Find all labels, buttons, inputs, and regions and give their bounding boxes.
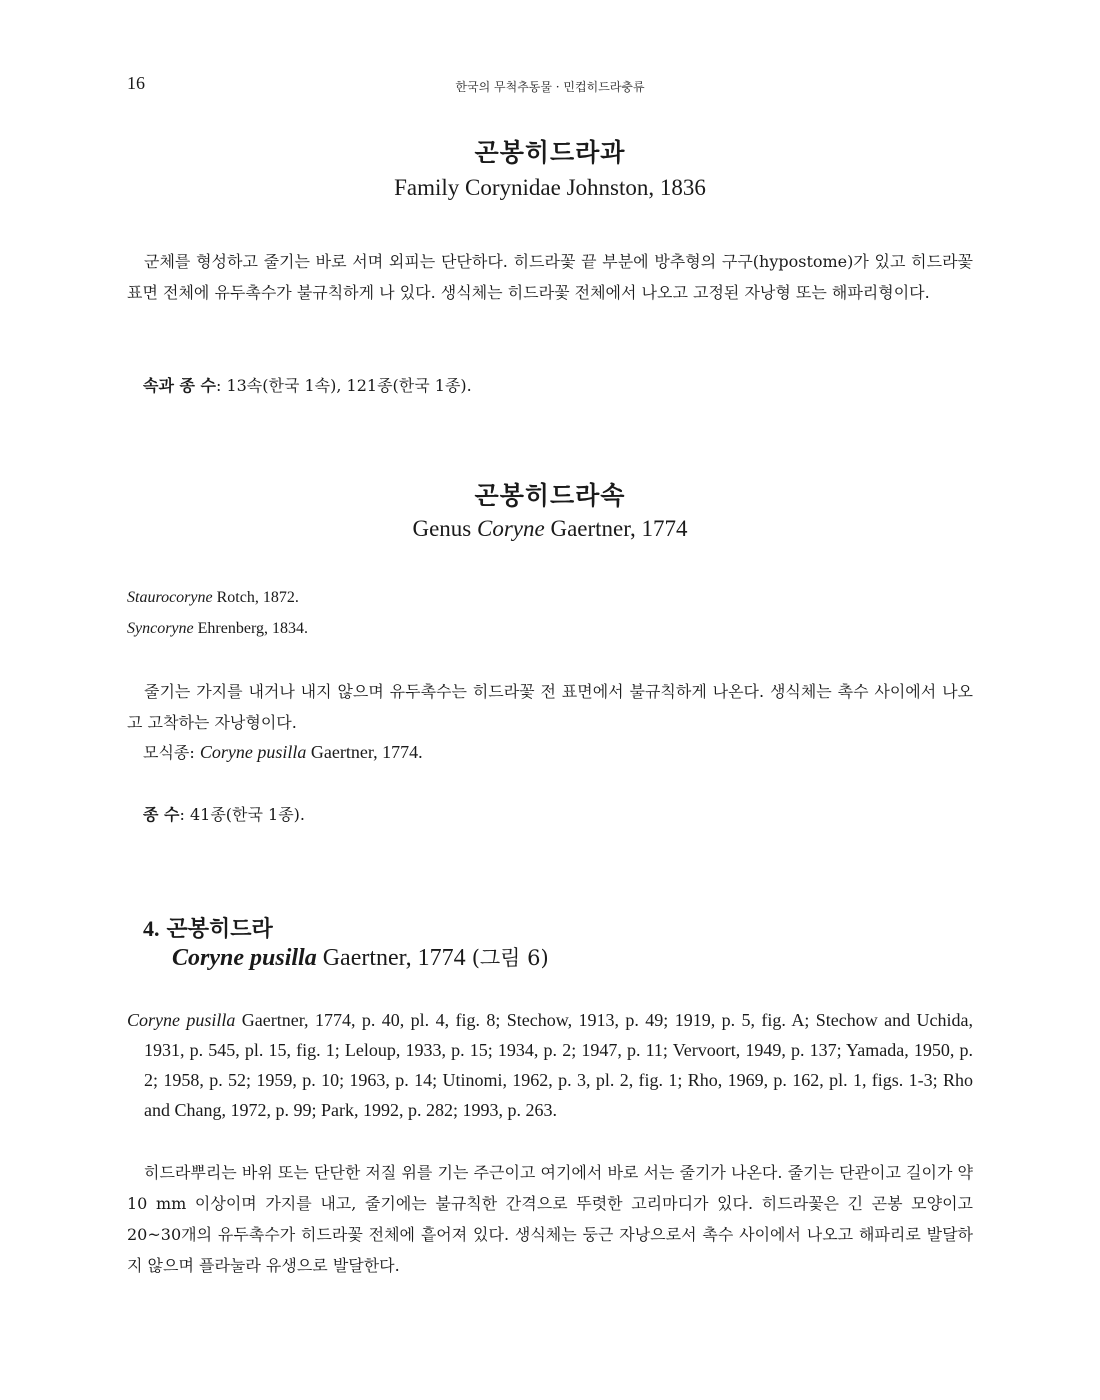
species-heading-latin (172, 942, 549, 972)
genus-korean-title: 곤봉히드라속 (474, 481, 626, 510)
genus-description: 줄기는 가지를 내거나 내지 않으며 유두촉수는 히드라꽃 전 표면에서 불규칙하게 나온다. 생식체는 촉수 사이에서 나오고 고착하는 자낭형이다. (127, 682, 973, 732)
reference-list: Gaertner, 1774, p. 40, pl. 4, fig. 8; Stechow, 1913, p. 49; 1919, p. 5, fig. A; Stechow and Uchida, 1931, p. 545, pl. 15, fig. 1; Leloup, 1933, p. 15; 1934, p. 2; 1947, p. 11; Vervoort, 1949, p. 137; Yamada, 1950, p. 2; 1958, p. 52; 1959, p. 10; 1963, p. 14; Utinomi, 1962, p. 3, pl. 2, fig. 1; Rho, 1969, p. 162, pl. 1, figs. 1-3; Rho and Chang, 1972, p. 99; Park, 1992, p. 282; 1993, p. 263. (144, 1010, 973, 1120)
running-title: 한국의 무척추동물 · 민컵히드라충류 (455, 80, 645, 94)
type-label: 모식종: (143, 743, 200, 762)
family-korean-title: 곤봉히드라과 (474, 138, 626, 167)
species-korean-name: 곤봉히드라 (166, 916, 273, 942)
synonym-name: Staurocoryne (127, 589, 213, 606)
genus-author: Gaertner, 1774 (544, 516, 688, 541)
species-number: 4. (143, 916, 160, 941)
type-species-author: Gaertner, 1774. (306, 742, 423, 762)
genus-count (143, 802, 305, 825)
species-heading-korean (143, 912, 273, 943)
reference-species-name: Coryne pusilla (127, 1010, 236, 1030)
species-latin-name: Coryne pusilla (172, 945, 317, 971)
synonym-author: Ehrenberg, 1834. (193, 620, 308, 637)
family-count (143, 373, 472, 396)
family-count-label: 속과 종 수 (143, 376, 216, 395)
genus-count-value: : 41종(한국 1종). (179, 805, 305, 824)
species-figure-ref: (그림 6) (471, 946, 549, 970)
synonym-line (127, 589, 299, 607)
type-species-name: Coryne pusilla (199, 742, 307, 762)
synonym-line (127, 620, 308, 638)
family-latin-title: Family Corynidae Johnston, 1836 (394, 175, 706, 200)
species-description: 히드라뿌리는 바위 또는 단단한 저질 위를 기는 주근이고 여기에서 바로 서는 줄기가 나온다. 줄기는 단관이고 길이가 약 10 mm 이상이며 가지를 내고, 줄기에는 불규칙한 간격으로 뚜렷한 고리마디가 있다. 히드라꽃은 긴 곤봉 모양이고 20~30개의 유두촉수가 히드라꽃 전체에 흩어져 있다. 생식체는 둥근 자낭으로서 촉수 사이에서 나오고 해파리로 발달하지 않으며 플라눌라 유생으로 발달한다. (127, 1163, 973, 1275)
genus-prefix: Genus (412, 516, 478, 541)
species-references (127, 1005, 973, 1125)
family-description: 군체를 형성하고 줄기는 바로 서며 외피는 단단하다. 히드라꽃 끝 부분에 방추형의 구구(hypostome)가 있고 히드라꽃 표면 전체에 유두촉수가 불규칙하게 나 있다. 생식체는 히드라꽃 전체에서 나오고 고정된 자낭형 또는 해파리형이다. (127, 252, 973, 302)
synonym-name: Syncoryne (127, 620, 194, 637)
genus-count-label: 종 수 (143, 805, 180, 824)
type-species-line (143, 740, 423, 763)
page-number: 16 (127, 73, 145, 93)
genus-name: Coryne (477, 516, 545, 541)
family-count-value: : 13속(한국 1속), 121종(한국 1종). (215, 376, 472, 395)
synonym-author: Rotch, 1872. (212, 589, 299, 606)
species-author: Gaertner, 1774 (316, 945, 466, 971)
genus-latin-title (0, 516, 1100, 542)
